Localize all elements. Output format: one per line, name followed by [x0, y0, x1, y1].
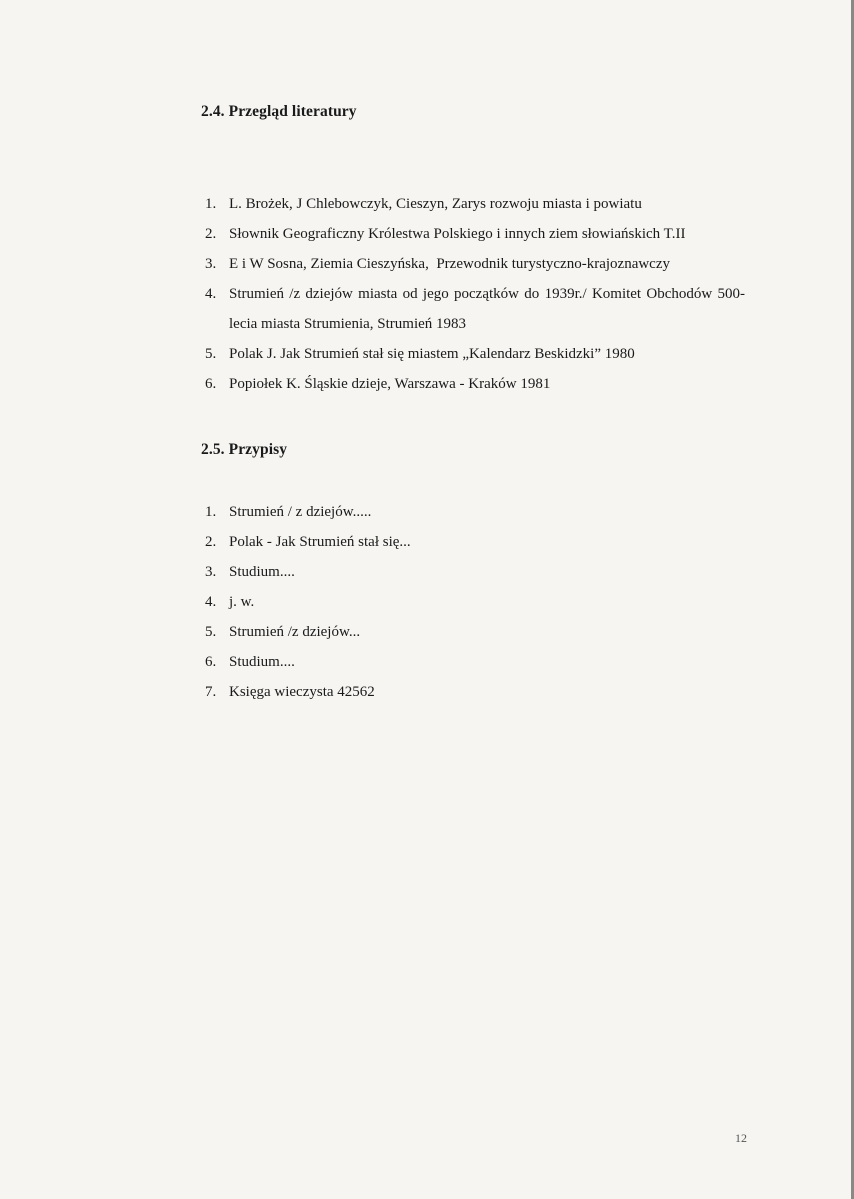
list-item-number: 5. [205, 624, 217, 640]
list-item-number: 1. [205, 504, 217, 520]
list-item-number: 6. [205, 376, 217, 392]
list-item-text: Strumień /z dziejów... [229, 624, 361, 640]
list-item-number: 3. [205, 256, 217, 272]
list-item-text: Studium.... [229, 564, 295, 580]
literature-heading: 2.4. Przegląd literatury [201, 103, 357, 120]
list-item [205, 527, 745, 557]
list-item [205, 557, 745, 587]
list-item [205, 369, 745, 399]
list-item-number: 2. [205, 226, 217, 242]
list-item-text: L. Brożek, J Chlebowczyk, Cieszyn, Zarys rozwoju miasta i powiatu [229, 196, 642, 212]
list-item [205, 677, 745, 707]
list-item [205, 249, 745, 279]
list-item-text: Polak - Jak Strumień stał się... [229, 534, 411, 550]
list-item [205, 339, 745, 369]
list-item-number: 3. [205, 564, 217, 580]
list-item-text: Polak J. Jak Strumień stał się miastem „Kalendarz Beskidzki” 1980 [229, 346, 635, 362]
list-item [205, 219, 745, 249]
list-item-text: Studium.... [229, 654, 295, 670]
list-item [205, 189, 745, 219]
list-item [205, 587, 745, 617]
footnotes-heading: 2.5. Przypisy [201, 441, 288, 458]
list-item-text: j. w. [229, 594, 255, 610]
list-item [205, 497, 745, 527]
list-item [205, 279, 745, 339]
list-item [205, 647, 745, 677]
list-item-text: Strumień / z dziejów..... [229, 504, 372, 520]
list-item-number: 6. [205, 654, 217, 670]
list-item-number: 4. [205, 594, 217, 610]
list-item-text: Popiołek K. Śląskie dzieje, Warszawa - Kraków 1981 [229, 376, 551, 392]
list-item-text: Słownik Geograficzny Królestwa Polskiego i innych ziem słowiańskich T.II [229, 226, 686, 242]
page-number: 12 [735, 1131, 747, 1145]
list-item-number: 2. [205, 534, 217, 550]
list-item-number: 5. [205, 346, 217, 362]
list-item-number: 4. [205, 286, 217, 302]
list-item-number: 1. [205, 196, 217, 212]
list-item-text: E i W Sosna, Ziemia Cieszyńska, Przewodnik turystyczno-krajoznawczy [229, 256, 670, 272]
list-item-text: Księga wieczysta 42562 [229, 684, 375, 700]
list-item-number: 7. [205, 684, 217, 700]
list-item [205, 617, 745, 647]
footnotes-list [205, 497, 745, 707]
list-item-text: Strumień /z dziejów miasta od jego początków do 1939r./ Komitet Obchodów 500-lecia miasta Strumienia, Strumień 1983 [229, 286, 745, 332]
literature-list [205, 189, 745, 399]
